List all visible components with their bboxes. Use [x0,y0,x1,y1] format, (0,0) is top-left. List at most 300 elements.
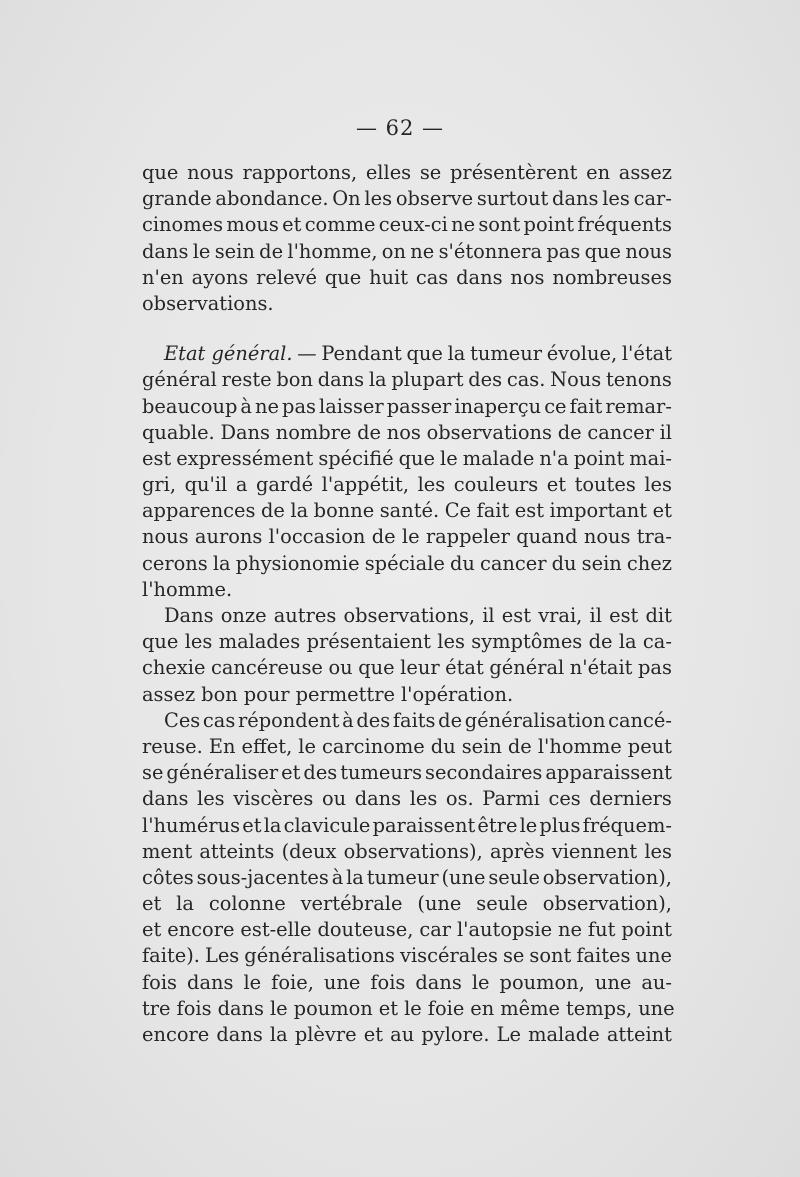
word: spéciale [364,551,445,575]
word: poumon [293,996,373,1020]
word: ne [451,213,476,237]
word: foie [427,996,465,1020]
word: inaperçu [454,394,542,418]
word: sont [529,944,572,968]
word: Dans [164,604,214,627]
word: important [549,499,648,523]
word: cas [415,265,449,289]
word: et [142,918,162,942]
word: général [489,656,565,680]
text-line [142,472,672,498]
word: les [644,839,672,863]
word: qu'il [184,473,228,497]
word: foie, [271,970,314,994]
word: le [298,734,316,758]
word: nous [187,161,234,184]
text-line [142,970,672,996]
word: comme [304,213,376,237]
word: grande [142,187,212,211]
word: pas [546,239,581,263]
word: cerons [142,551,208,575]
word: cancé- [608,708,672,732]
word: l'opération. [400,682,514,706]
word: reste [221,368,272,392]
section-heading: Etat général. [164,342,293,366]
word: bon [201,682,238,706]
body-text [142,160,675,1048]
text-line [142,786,672,812]
word: fois [370,970,406,994]
text-line [142,239,672,265]
word: tumeur [470,342,542,366]
word: l'homme, [287,239,378,263]
word: vertébrale [300,892,403,916]
word: répondent [237,708,340,732]
word: que [142,161,179,184]
word: sein [581,551,622,575]
word: malade [462,446,535,470]
word: santé. [379,499,440,523]
word: généralisation [464,708,606,732]
word: faits [392,708,436,732]
word: plus [539,813,581,837]
word: le [269,996,288,1020]
word: le [243,970,262,994]
word: observations. [142,291,274,315]
word: être [477,813,518,837]
word: nous [625,239,672,263]
text-line [142,1022,672,1048]
word: mous [226,213,279,237]
word: les [417,473,446,497]
word: est [514,499,544,523]
word: huit [369,265,409,289]
word: abondance. [215,187,329,211]
word: ceux-ci [378,213,448,237]
word: sein [461,734,502,758]
word: cas [202,708,236,732]
word: observations), [343,839,483,863]
word: s'étonnera [438,239,543,263]
word: couleurs [453,473,539,497]
word: les [409,787,438,811]
word: remar- [605,394,672,418]
word: du [430,734,456,758]
text-line [142,524,672,550]
paragraph-4 [142,708,675,1048]
word: la [368,368,387,392]
word: quable. [142,420,215,444]
text-line [142,655,672,681]
text-line [142,996,675,1022]
word: dans [354,787,402,811]
word: douteuse, [317,918,414,942]
word: en [586,161,611,184]
text-line [142,682,672,708]
word: n'en [142,265,184,289]
word: que [584,239,622,263]
word: plupart [391,368,464,392]
word: une [594,970,632,994]
word: nous [583,525,631,549]
word: Nous [550,368,602,392]
word: la [263,813,282,837]
word: nos [510,265,545,289]
word: les [364,187,393,211]
word: Les [204,944,240,968]
text-line [142,341,672,367]
word: dans [216,1023,263,1046]
word: ne [255,394,279,418]
word: la [212,551,231,575]
word: une [635,944,672,968]
word: Ces [164,708,201,732]
word: chexie [142,656,206,680]
paragraph-etat-general [142,341,672,603]
word: carcinome [321,734,425,758]
word: bon [276,368,313,392]
word: tre [142,996,171,1020]
word: laisser [319,394,384,418]
word: que [398,446,436,470]
word: au [390,1023,415,1046]
word: viscères [233,787,314,811]
text-line [142,629,672,655]
word: ne [410,239,435,263]
word: pour [243,682,290,706]
word: des [356,708,391,732]
word: se [502,944,525,968]
word: de [259,239,284,263]
word: permettre [295,682,395,706]
word: même [500,996,560,1020]
word: cas. [506,368,546,392]
word: dans [217,996,264,1020]
text-line [142,291,672,317]
text-line [142,160,672,186]
word: les [644,473,672,497]
word: seule [476,892,528,916]
word: symptômes [471,630,583,654]
word: ces [548,787,581,811]
text-line [142,498,672,524]
word: faite). [142,944,200,968]
word: chez [626,551,672,575]
text-line [142,943,672,969]
word: car- [633,187,672,211]
word: une [638,996,675,1020]
text-line [142,865,672,891]
word: poumon, [499,970,585,994]
word: nous [142,525,189,549]
word: dit [645,604,672,627]
word: on [381,239,406,263]
word: dans [142,787,189,811]
word: la [346,865,364,889]
word: dans [415,970,462,994]
word: dans [552,187,599,211]
word: mai- [629,446,672,470]
word: nombre [275,420,352,444]
word: pylore. [421,1023,490,1046]
word: clavicule [283,813,371,837]
word: fut [587,918,616,942]
word: de [371,525,396,549]
word: os. [445,787,474,811]
word: l'appétit, [321,473,409,497]
word: viennent [551,839,638,863]
word: et [378,996,399,1020]
word: il [482,604,495,627]
word: bonne [313,499,375,523]
word: il [659,420,672,444]
text-line [142,577,672,603]
word: observe [395,187,474,211]
word: est [142,446,172,470]
word: colonne [208,892,286,916]
word: que [142,630,179,654]
word: cancéreuse [211,656,323,680]
word: aurons [194,525,263,549]
word: l'homme [537,734,622,758]
word: passer [386,394,452,418]
word: vrai, [538,604,583,627]
word: à [342,708,354,732]
word: En [208,734,236,758]
word: ou [321,787,347,811]
word: seule [488,865,540,889]
word: malades [218,630,301,654]
word: le [401,525,420,549]
word: les [197,787,225,811]
word: n'était [569,656,633,680]
word: n'a [539,446,569,470]
word: une [323,970,361,994]
word: observations, [343,604,476,627]
word: ment [142,839,193,863]
word: assez [618,161,672,184]
word: ca- [642,630,672,654]
word: général [142,368,217,392]
word: apparences [142,499,256,523]
word: peut [627,734,672,758]
word: de [260,499,285,523]
word: temps, [566,996,633,1020]
word: relevé [256,265,317,289]
word: et [242,813,262,837]
word: généralisations [244,944,395,968]
word: (deux [281,839,337,863]
word: il [589,604,602,627]
word: fait [476,499,510,523]
word: et [546,473,567,497]
word: expressément [176,446,314,470]
word: à [240,394,252,418]
word: point [573,446,625,470]
text-line [142,603,672,629]
word: l'occasion [268,525,366,549]
word: généraliser [166,761,279,785]
word: car [419,918,452,942]
word: — [297,342,317,366]
word: de [588,630,613,654]
word: dans [456,265,503,289]
word: des [468,368,503,392]
word: fréquents [577,213,672,237]
word: gri, [142,473,177,497]
word: effet, [241,734,293,758]
word: tumeur [366,865,439,889]
word: après [489,839,545,863]
word: ne [558,918,582,942]
word: derniers [589,787,672,811]
word: Ce [444,499,471,523]
word: apparaissent [545,761,672,785]
word: pas [638,656,672,680]
word: se [142,761,164,785]
text-line [142,420,672,446]
word: Pendant [321,342,402,366]
word: de [507,734,532,758]
word: cinomes [142,213,224,237]
word: viscérales [400,944,498,968]
word: beaucoup [142,394,238,418]
word: la [447,342,466,366]
word: spécifié [318,446,394,470]
word: fréquem- [582,813,672,837]
word: de [557,420,582,444]
word: point [523,213,575,237]
text-line [142,839,672,865]
word: nombreuses [552,265,672,289]
word: fait [569,394,603,418]
word: l'homme. [142,577,233,601]
word: observation), [542,892,672,916]
word: On [332,187,361,211]
word: sein [214,239,255,263]
text-line [142,446,672,472]
word: assez [142,682,196,706]
text-line [142,265,672,291]
word: la [176,892,194,916]
word: à [331,865,344,889]
word: faites [576,944,631,968]
word: les [184,630,213,654]
word: est [609,604,639,627]
word: paraissent [372,813,476,837]
word: encore [142,1023,210,1046]
word: nos [386,420,421,444]
word: reuse. [142,734,203,758]
word: observation), [542,865,672,889]
word: malade [528,1023,600,1046]
paragraph-1 [142,160,672,317]
word: état [445,656,484,680]
word: l'humérus [142,813,241,837]
word: atteints [199,839,275,863]
word: quand [516,525,578,549]
word: encore [167,918,235,942]
word: cancer [587,420,654,444]
word: (une [441,865,486,889]
word: physionomie [235,551,360,575]
word: Dans [220,420,270,444]
text-line [142,917,672,943]
word: et [282,213,302,237]
word: les [437,630,465,654]
paragraph-3 [142,603,672,708]
word: secondaires [425,761,543,785]
word: atteint [606,1023,672,1046]
word: toutes [574,473,636,497]
word: tra- [636,525,672,549]
word: rapportons, [242,161,358,184]
word: la [269,1023,288,1046]
word: présentaient [306,630,431,654]
word: du [449,551,475,575]
word: tenons [606,368,672,392]
word: sont [478,213,521,237]
word: sous-jacentes [196,865,329,889]
word: observations [426,420,552,444]
text-line [142,708,672,734]
word: de [438,708,463,732]
word: rappeler [425,525,510,549]
text-line [142,813,672,839]
word: point [621,918,672,942]
word: les [602,187,630,211]
word: que [406,342,443,366]
word: et [281,761,301,785]
word: est [501,604,532,627]
word: de [357,420,382,444]
word: la [618,630,637,654]
word: et [652,499,672,523]
word: ce [544,394,567,418]
word: le [440,446,458,470]
word: évolue, [546,342,618,366]
word: tumeurs [340,761,423,785]
text-line [142,734,672,760]
word: dans [142,239,189,263]
word: et [142,892,162,916]
word: le [192,239,211,263]
word: du [551,551,577,575]
word: la [290,499,309,523]
word: dans [187,970,234,994]
word: leur [400,656,440,680]
word: plèvre [294,1023,357,1046]
word: onze [220,604,267,627]
word: le [404,996,422,1020]
word: et [363,1023,384,1046]
word: gardé [255,473,314,497]
word: des [303,761,338,785]
page-number: — 62 — [355,116,445,140]
text-line [142,394,672,420]
word: fois [142,970,178,994]
word: au- [641,970,672,994]
text-line [142,367,672,393]
text-line [142,551,672,577]
word: ou [328,656,353,680]
word: ayons [191,265,249,289]
word: se [419,161,442,184]
word: le [471,970,490,994]
word: (une [417,892,462,916]
word: en [470,996,495,1020]
word: surtout [476,187,549,211]
